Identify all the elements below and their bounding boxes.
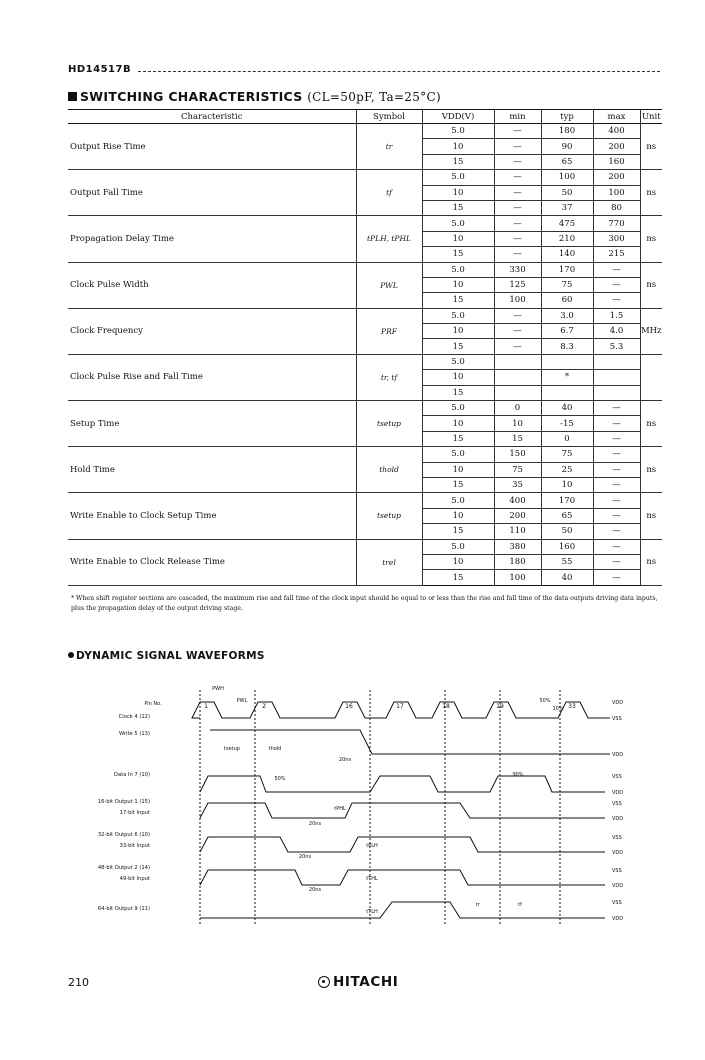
value-cell: 5.0 <box>422 216 494 231</box>
pct-label: 10% <box>552 706 564 712</box>
value-cell: 15 <box>422 431 494 446</box>
value-cell: 0 <box>494 401 541 416</box>
pulse-number-label: 17 <box>396 703 404 710</box>
rail-label: VDD <box>612 883 624 889</box>
value-cell: 100 <box>494 293 541 308</box>
waveform-diagram <box>0 680 705 940</box>
table-row <box>68 493 662 508</box>
value-cell: — <box>593 508 640 523</box>
value-cell: 10 <box>422 462 494 477</box>
value-cell: 100 <box>541 170 593 185</box>
characteristic-name: Write Enable to Clock Release Time <box>68 539 356 585</box>
characteristic-name: Output Fall Time <box>68 170 356 216</box>
value-cell: 35 <box>494 477 541 492</box>
value-cell: — <box>593 431 640 446</box>
value-cell: 170 <box>541 493 593 508</box>
signal-label: 16-bit Output 1 (15) <box>97 799 150 805</box>
brand-name: HITACHI <box>333 974 399 990</box>
pulse-number-label: 19 <box>496 703 504 710</box>
value-cell: 80 <box>593 200 640 215</box>
value-cell: 75 <box>541 277 593 292</box>
value-cell: 5.0 <box>422 308 494 323</box>
table-row <box>68 447 662 462</box>
value-cell: — <box>494 170 541 185</box>
value-cell: 25 <box>541 462 593 477</box>
value-cell: 4.0 <box>593 324 640 339</box>
value-cell <box>541 354 593 369</box>
value-cell <box>593 385 640 400</box>
table-row <box>68 354 662 369</box>
rail-label: VDD <box>612 790 624 796</box>
table-row <box>68 170 662 185</box>
timing-label: tsetup <box>224 746 240 752</box>
value-cell: — <box>494 216 541 231</box>
table-header-row <box>68 110 662 124</box>
characteristic-name: Propagation Delay Time <box>68 216 356 262</box>
value-cell: — <box>593 493 640 508</box>
value-cell: 5.0 <box>422 447 494 462</box>
page-number: 210 <box>68 976 89 989</box>
unit-cell <box>640 354 662 400</box>
rail-label: VSS <box>612 868 622 874</box>
header-rule <box>138 71 660 72</box>
value-cell: — <box>593 477 640 492</box>
value-cell <box>593 370 640 385</box>
value-cell <box>593 354 640 369</box>
value-cell: 160 <box>541 539 593 554</box>
hitachi-emblem-icon <box>318 976 330 988</box>
timing-label: tTHL <box>366 876 378 882</box>
unit-cell: ns <box>640 401 662 447</box>
timing-label: tr <box>475 902 481 908</box>
unit-cell: ns <box>640 170 662 216</box>
waveforms-title-text: DYNAMIC SIGNAL WAVEFORMS <box>76 650 265 662</box>
value-cell: — <box>593 277 640 292</box>
value-cell: — <box>593 401 640 416</box>
value-cell: 75 <box>494 462 541 477</box>
value-cell: — <box>593 570 640 585</box>
value-cell: — <box>494 308 541 323</box>
value-cell: 100 <box>494 570 541 585</box>
unit-cell: ns <box>640 262 662 308</box>
value-cell: 10 <box>422 324 494 339</box>
timing-label: 20ns <box>308 887 322 893</box>
output-64-waveform <box>200 902 605 918</box>
value-cell: 10 <box>422 277 494 292</box>
value-cell: 10 <box>422 370 494 385</box>
switching-title-text: SWITCHING CHARACTERISTICS <box>80 89 303 104</box>
value-cell: — <box>494 200 541 215</box>
value-cell: 15 <box>422 339 494 354</box>
characteristic-name: Clock Pulse Rise and Fall Time <box>68 354 356 400</box>
value-cell: 40 <box>541 401 593 416</box>
unit-cell: ns <box>640 447 662 493</box>
rail-label: VDD <box>612 752 624 758</box>
timing-label: tPLH <box>366 843 378 849</box>
value-cell: 1.5 <box>593 308 640 323</box>
symbol-cell: tf <box>356 170 422 216</box>
data-in-waveform <box>200 776 605 792</box>
value-cell: — <box>593 462 640 477</box>
value-cell: 10 <box>422 416 494 431</box>
value-cell: 15 <box>422 293 494 308</box>
rail-label: VDD <box>612 700 624 706</box>
value-cell: 475 <box>541 216 593 231</box>
pct-label: 50% <box>539 698 551 704</box>
unit-cell: ns <box>640 124 662 170</box>
value-cell: 170 <box>541 262 593 277</box>
value-cell: 75 <box>541 447 593 462</box>
timing-label: 20ns <box>338 757 352 763</box>
footnote: * When shift register sections are cascaded, the maximum rise and fall time of the clock input should be equal to or less than the rise and fall time of the data outputs driving data inputs, plus the propagation delay of the output driving stage. <box>71 595 658 612</box>
rail-label: VDD <box>612 916 624 922</box>
rail-label: VSS <box>612 835 622 841</box>
value-cell: — <box>593 447 640 462</box>
value-cell: -15 <box>541 416 593 431</box>
value-cell: 65 <box>541 508 593 523</box>
table-row <box>68 262 662 277</box>
value-cell: 380 <box>494 539 541 554</box>
unit-cell: ns <box>640 539 662 585</box>
value-cell: 10 <box>422 231 494 246</box>
value-cell: 210 <box>541 231 593 246</box>
table-body <box>68 124 662 586</box>
value-cell: 400 <box>494 493 541 508</box>
timing-label: 20ns <box>298 854 312 860</box>
value-cell: 50 <box>541 524 593 539</box>
value-cell: 100 <box>593 185 640 200</box>
value-cell: 125 <box>494 277 541 292</box>
value-cell: — <box>494 185 541 200</box>
characteristic-name: Hold Time <box>68 447 356 493</box>
switching-conditions: (CL=50pF, Ta=25°C) <box>307 90 441 104</box>
signal-label: 32-bit Output 6 (10) <box>97 832 150 838</box>
column-header: Symbol <box>356 110 422 124</box>
value-cell: 15 <box>422 247 494 262</box>
square-bullet-icon <box>68 92 77 101</box>
timing-label: PWH <box>212 686 224 692</box>
symbol-cell: tr <box>356 124 422 170</box>
value-cell: 5.0 <box>422 493 494 508</box>
column-header: max <box>593 110 640 124</box>
pulse-number-label: 18 <box>442 703 450 710</box>
symbol-cell: thold <box>356 447 422 493</box>
value-cell <box>541 385 593 400</box>
characteristic-name: Clock Pulse Width <box>68 262 356 308</box>
characteristic-name: Output Rise Time <box>68 124 356 170</box>
signal-label: 49-bit Input <box>119 876 150 882</box>
value-cell: 10 <box>422 554 494 569</box>
symbol-cell: tPLH, tPHL <box>356 216 422 262</box>
table-row <box>68 401 662 416</box>
column-header: min <box>494 110 541 124</box>
rail-label: VSS <box>612 716 622 722</box>
symbol-cell: trel <box>356 539 422 585</box>
timing-label: PWL <box>236 698 248 704</box>
rail-label: VSS <box>612 900 622 906</box>
value-cell: — <box>593 539 640 554</box>
value-cell: 160 <box>593 154 640 169</box>
rail-label: VSS <box>612 801 622 807</box>
value-cell: 3.0 <box>541 308 593 323</box>
value-cell: 0 <box>541 431 593 446</box>
value-cell <box>494 385 541 400</box>
part-number: HD14517B <box>68 64 132 75</box>
waveforms-title <box>68 650 265 662</box>
signal-label: 64-bit Output 9 (11) <box>97 906 150 912</box>
value-cell: 15 <box>422 477 494 492</box>
value-cell <box>494 354 541 369</box>
value-cell: — <box>494 339 541 354</box>
value-cell: 8.3 <box>541 339 593 354</box>
value-cell: 65 <box>541 154 593 169</box>
unit-cell: ns <box>640 216 662 262</box>
value-cell: 15 <box>422 385 494 400</box>
value-cell: 5.0 <box>422 170 494 185</box>
value-cell: 15 <box>422 570 494 585</box>
timing-label: tf <box>518 902 522 908</box>
pulse-number-label: 33 <box>568 703 576 710</box>
value-cell: — <box>593 262 640 277</box>
rail-label: VDD <box>612 850 624 856</box>
value-cell: 150 <box>494 447 541 462</box>
table-row <box>68 539 662 554</box>
signal-label: Write 5 (13) <box>119 731 150 737</box>
signal-label: 17-bit Input <box>119 810 150 816</box>
value-cell: 60 <box>541 293 593 308</box>
value-cell: 5.0 <box>422 354 494 369</box>
symbol-cell: PRF <box>356 308 422 354</box>
column-header: Characteristic <box>68 110 356 124</box>
value-cell: — <box>494 154 541 169</box>
value-cell: 10 <box>494 416 541 431</box>
value-cell: — <box>494 247 541 262</box>
table-row <box>68 124 662 139</box>
value-cell: 5.3 <box>593 339 640 354</box>
value-cell: 5.0 <box>422 539 494 554</box>
value-cell: 40 <box>541 570 593 585</box>
value-cell: — <box>494 324 541 339</box>
value-cell: 10 <box>422 508 494 523</box>
symbol-cell: tr, tf <box>356 354 422 400</box>
value-cell: 50 <box>541 185 593 200</box>
value-cell: 330 <box>494 262 541 277</box>
characteristic-name: Clock Frequency <box>68 308 356 354</box>
signal-label: Data In 7 (10) <box>113 772 150 778</box>
value-cell: 5.0 <box>422 124 494 139</box>
rail-label: VDD <box>612 816 624 822</box>
value-cell: * <box>541 370 593 385</box>
value-cell: 15 <box>422 154 494 169</box>
value-cell <box>494 370 541 385</box>
value-cell: 215 <box>593 247 640 262</box>
column-header: typ <box>541 110 593 124</box>
timing-label: 20ns <box>308 821 322 827</box>
pulse-number-label: 1 <box>204 703 208 710</box>
pin-no-label: Pin No. <box>144 701 162 707</box>
value-cell: 300 <box>593 231 640 246</box>
switching-table <box>68 109 662 586</box>
value-cell: 6.7 <box>541 324 593 339</box>
value-cell: 5.0 <box>422 262 494 277</box>
output-48-waveform <box>200 870 605 885</box>
value-cell: 200 <box>494 508 541 523</box>
output-32-waveform <box>200 837 605 852</box>
timing-label: tPHL <box>334 806 346 812</box>
value-cell: 55 <box>541 554 593 569</box>
value-cell: 110 <box>494 524 541 539</box>
signal-label: 48-bit Output 2 (14) <box>97 865 150 871</box>
value-cell: 10 <box>422 185 494 200</box>
value-cell: 37 <box>541 200 593 215</box>
value-cell: 10 <box>541 477 593 492</box>
value-cell: 15 <box>422 200 494 215</box>
value-cell: — <box>494 139 541 154</box>
pct-label: 50% <box>274 776 286 782</box>
switching-title <box>68 89 441 104</box>
pct-label: 90% <box>512 772 524 778</box>
bullet-icon <box>68 652 74 658</box>
value-cell: — <box>593 293 640 308</box>
characteristic-name: Setup Time <box>68 401 356 447</box>
symbol-cell: tsetup <box>356 401 422 447</box>
pulse-number-label: 2 <box>262 703 266 710</box>
value-cell: 770 <box>593 216 640 231</box>
symbol-cell: tsetup <box>356 493 422 539</box>
value-cell: 10 <box>422 139 494 154</box>
value-cell: 15 <box>494 431 541 446</box>
value-cell: 90 <box>541 139 593 154</box>
characteristic-name: Write Enable to Clock Setup Time <box>68 493 356 539</box>
rail-label: VSS <box>612 774 622 780</box>
timing-label: tTLH <box>366 909 378 915</box>
value-cell: 200 <box>593 170 640 185</box>
column-header: Unit <box>641 111 661 122</box>
table-row <box>68 216 662 231</box>
value-cell: — <box>593 524 640 539</box>
value-cell: — <box>593 416 640 431</box>
value-cell: — <box>494 124 541 139</box>
value-cell: 200 <box>593 139 640 154</box>
value-cell: 5.0 <box>422 401 494 416</box>
output-16-waveform <box>200 803 605 818</box>
value-cell: 140 <box>541 247 593 262</box>
value-cell: — <box>494 231 541 246</box>
unit-cell: MHz <box>640 308 662 354</box>
value-cell: 15 <box>422 524 494 539</box>
hitachi-logo <box>318 974 398 990</box>
column-header: VDD(V) <box>422 110 494 124</box>
unit-cell: ns <box>640 493 662 539</box>
table-row <box>68 308 662 323</box>
symbol-cell: PWL <box>356 262 422 308</box>
value-cell: 400 <box>593 124 640 139</box>
value-cell: 180 <box>494 554 541 569</box>
pulse-number-label: 16 <box>345 703 353 710</box>
timing-label: thold <box>268 746 282 752</box>
signal-label: 33-bit Input <box>119 843 150 849</box>
value-cell: 180 <box>541 124 593 139</box>
value-cell: — <box>593 554 640 569</box>
signal-label: Clock 4 (12) <box>118 714 150 720</box>
